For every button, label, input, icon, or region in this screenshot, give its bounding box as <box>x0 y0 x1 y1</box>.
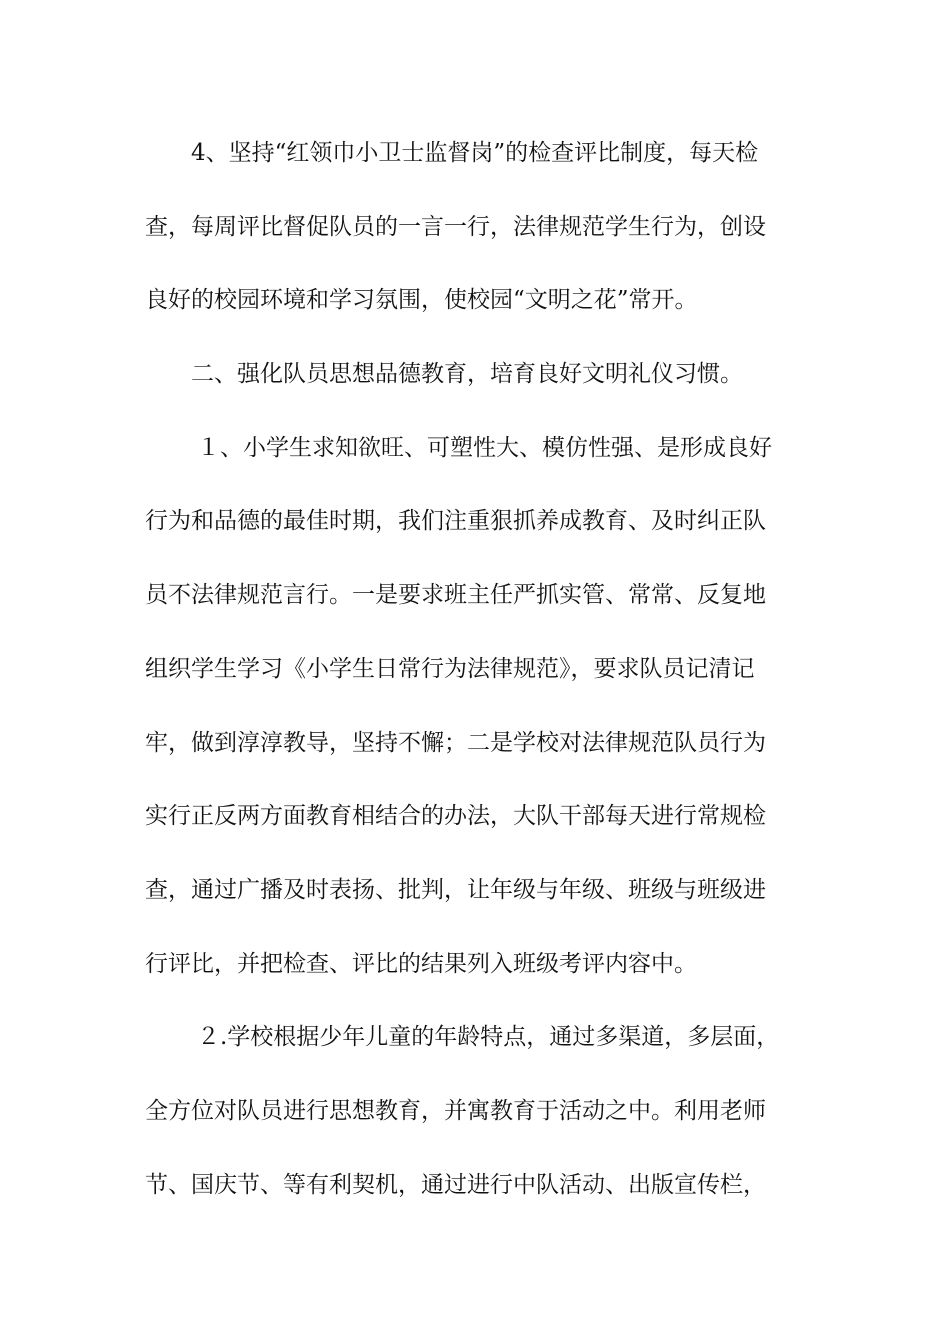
paragraph-1-line-8: 行评比，并把检查、评比的结果列入班级考评内容中。 <box>145 950 697 977</box>
paragraph-4-line-3: 良好的校园环境和学习氛围，使校园“文明之花”常开。 <box>145 287 698 314</box>
paragraph-2-line-3: 节、国庆节、等有利契机，通过进行中队活动、出版宣传栏， <box>145 1171 766 1198</box>
paragraph-2-line-2: 全方位对队员进行思想教育，并寓教育于活动之中。利用老师 <box>145 1097 766 1124</box>
section-2-heading: 二、强化队员思想品德教育，培育良好文明礼仪习惯。 <box>191 361 743 388</box>
paragraph-2-line-1: ２.学校根据少年儿童的年龄特点，通过多渠道，多层面， <box>197 1024 780 1051</box>
paragraph-1-line-6: 实行正反两方面教育相结合的办法，大队干部每天进行常规检 <box>145 803 766 830</box>
paragraph-1-line-7: 查，通过广播及时表扬、批判，让年级与年级、班级与班级进 <box>145 876 766 903</box>
paragraph-1-line-4: 组织学生学习《小学生日常行为法律规范》，要求队员记清记 <box>145 655 755 682</box>
paragraph-1-line-3: 员不法律规范言行。一是要求班主任严抓实管、常常、反复地 <box>145 582 766 609</box>
paragraph-4-line-1: 4、坚持“红领巾小卫士监督岗”的检查评比制度，每天检 <box>191 140 759 166</box>
paragraph-4-line-2: 查，每周评比督促队员的一言一行，法律规范学生行为，创设 <box>145 213 766 240</box>
paragraph-1-line-1: １、小学生求知欲旺、可塑性大、模仿性强、是形成良好 <box>197 434 772 461</box>
document-body <box>145 130 805 1235</box>
paragraph-1-line-5: 牢，做到淳淳教导，坚持不懈；二是学校对法律规范队员行为 <box>145 729 766 756</box>
paragraph-1-line-2: 行为和品德的最佳时期，我们注重狠抓养成教育、及时纠正队 <box>145 508 766 535</box>
